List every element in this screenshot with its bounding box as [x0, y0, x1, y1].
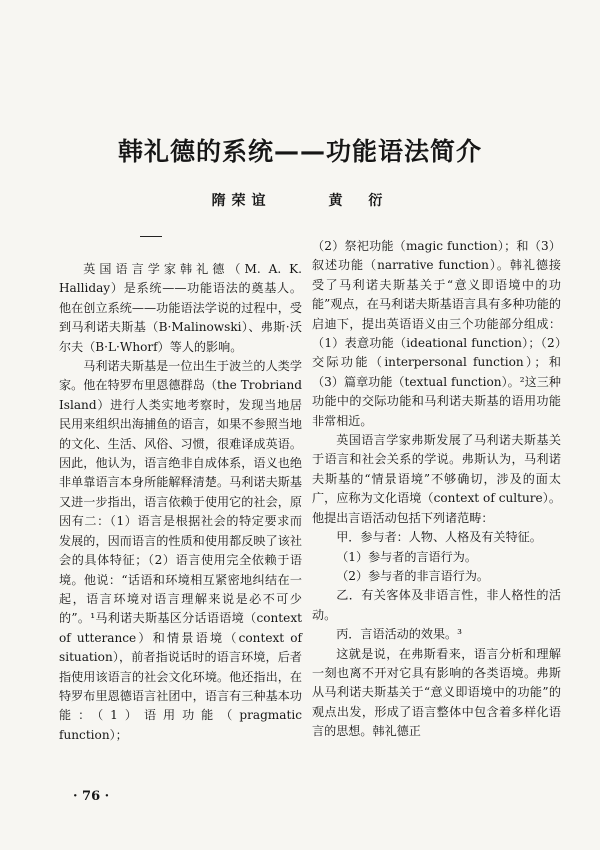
- paragraph: （2）祭祀功能（magic function）；和（3）叙述功能（narrative function）。韩礼德接受了马利诺夫斯基关于“意义即语境中的功能”观点，在马利诺夫斯基语言具有多种功能的启迪下，提出英语语义由三个功能部分组成：（1）表意功能（ideational function）；（2）交际功能（interpersonal function）；和（3）篇章功能（textual function）。²这三种功能中的交际功能和马利诺夫斯基的语用功能非常相近。: [312, 239, 561, 428]
- paragraph: 马利诺夫斯基是一位出生于波兰的人类学家。他在特罗布里恩德群岛（the Trobriand Island）进行人类实地考察时，发现当地居民用来组织出海捕鱼的语言，如果不参照当地的文化、生活、风俗、习惯，很难译成英语。因此，他认为，语言绝非自成体系，语义也绝非单靠语言本身所能解释清楚。马利诺夫斯基又进一步指出，语言依赖于使用它的社会，原因有二：（1）语言是根据社会的特定要求而发展的，因而语言的性质和使用都反映了该社会的具体特征；（2）语言使用完全依赖于语境。他说：“话语和环境相互紧密地纠结在一起，语言环境对语言理解来说是必不可少的”。¹马利诺夫斯基区分话语语境（context of utterance）和情景语境（context of situation），前者指说话时的语言环境，后者指使用该语言的社会文化环境。他还指出，在特罗布里恩德语言社团中，语言有三种基本功能：（1）语用功能（pragmatic function）；: [59, 359, 302, 742]
- page-number: · 76 ·: [73, 789, 110, 804]
- paragraph: 丙．言语活动的效果。³: [336, 627, 462, 642]
- author-1: 隋荣谊: [211, 193, 272, 209]
- section-number: [140, 236, 162, 237]
- author-2: 黄 衍: [328, 193, 389, 209]
- paragraph: 英国语言学家韩礼德（M. A. K. Halliday）是系统——功能语法的奠基人。他在创立系统——功能语法学说的过程中，受到马利诺夫斯基（B·Malinowski）、弗斯·沃尔夫（B·L·Whorf）等人的影响。: [59, 262, 302, 354]
- paragraph: （1）参与者的言语行为。: [336, 549, 477, 564]
- left-column: [59, 260, 302, 745]
- article-title: 韩礼德的系统——功能语法简介: [117, 137, 482, 166]
- paragraph: （2）参与者的非言语行为。: [336, 568, 490, 583]
- right-column: [312, 237, 561, 742]
- paragraph: 乙．有关客体及非语言性，非人格性的活动。: [312, 588, 561, 622]
- authors: [0, 190, 600, 210]
- paragraph: 英国语言学家弗斯发展了马利诺夫斯基关于语言和社会关系的学说。弗斯认为，马利诺夫斯基的“情景语境”不够确切，涉及的面太广，应称为文化语境（context of culture）。他提出言语活动包括下列诸范畴：: [312, 433, 561, 525]
- paragraph: 这就是说，在弗斯看来，语言分析和理解一刻也离不开对它具有影响的各类语境。弗斯从马利诺夫斯基关于“意义即语境中的功能”的观点出发，形成了语言整体中包含着多样化语言的思想。韩礼德正: [312, 646, 561, 739]
- paragraph: 甲．参与者：人物、人格及有关特征。: [336, 530, 542, 545]
